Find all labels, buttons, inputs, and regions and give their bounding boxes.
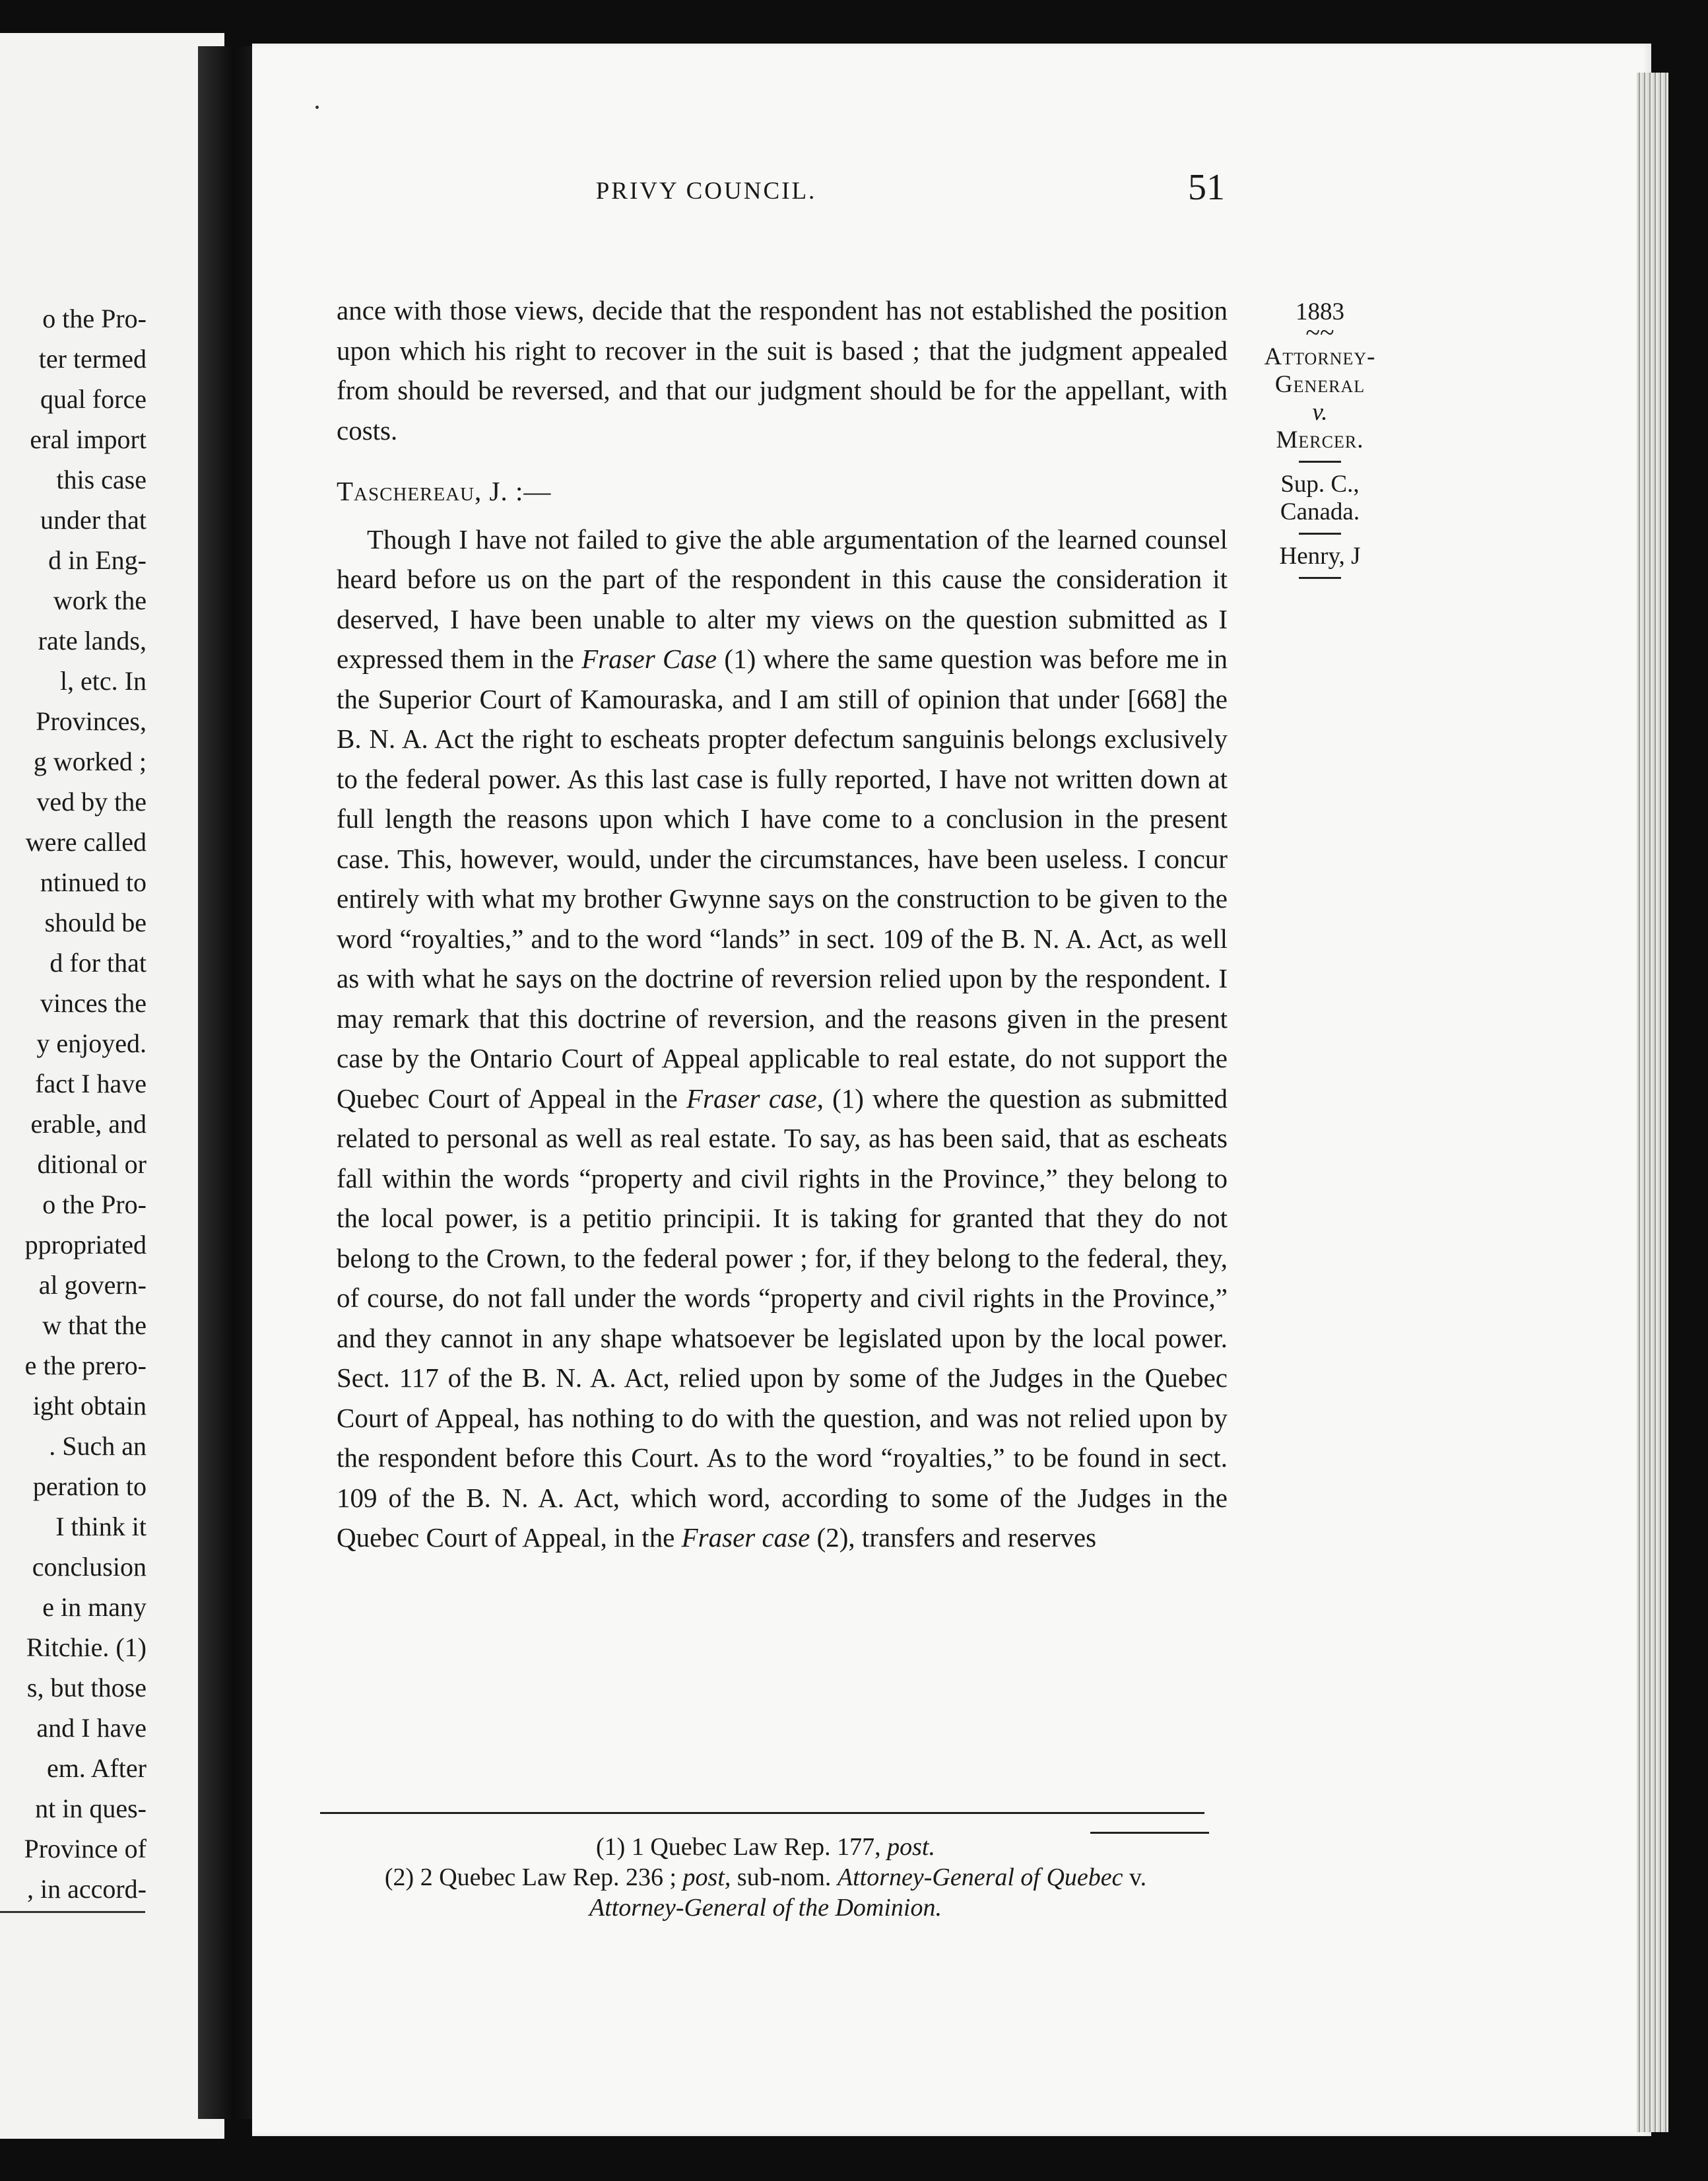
footnote-text: sub-nom. bbox=[731, 1863, 838, 1891]
running-head: PRIVY COUNCIL. bbox=[595, 178, 817, 205]
footnote-text: (1) 1 Quebec Law Rep. 177, bbox=[596, 1833, 888, 1861]
margin-court-line: Canada. bbox=[1280, 498, 1360, 525]
case-name: Fraser case bbox=[686, 1083, 817, 1114]
previous-page-line: Ritchie. (1) bbox=[26, 1632, 147, 1662]
page-number: 51 bbox=[1188, 167, 1225, 208]
previous-page-line: em. After bbox=[46, 1753, 147, 1783]
footnote-2-cont bbox=[310, 1893, 1221, 1923]
previous-page-line: e the prero- bbox=[24, 1351, 147, 1380]
previous-page-line: ditional or bbox=[37, 1149, 147, 1179]
previous-page-line: Provinces, bbox=[36, 706, 147, 736]
previous-page-line: ter termed bbox=[38, 344, 147, 374]
previous-page-line: Province of bbox=[24, 1834, 147, 1863]
margin-case-line: v. bbox=[1312, 399, 1328, 426]
previous-page-line: ntinued to bbox=[40, 867, 147, 897]
text-run: , (1) where the question as submitted related to personal as well as real estate. To say, as has been said, that as escheats fall within the words “property and civil rights in the Province,” they belong to the local power, is a petitio principii. It is taking for granted that they do not belong to the Crown, to the federal power ; for, if they belong to the federal, they, of course, do not fall under the words “property and civil rights in the Province,” and they cannot in any shape whatsoever be legislated upon by the local power. Sect. 117 of the B. N. A. Act, relied upon by some of the Judges in the Quebec Court of Appeal, has nothing to do with the question, and was not relied upon by the respondent before this Court. As to the word “royalties,” to be found in sect. 109 of the B. N. A. Act, which word, according to some of the Judges in the Quebec Court of Appeal, in the bbox=[337, 1083, 1228, 1553]
previous-page-line: were called bbox=[25, 827, 147, 857]
text-run: (1) where the same question was before me in the Superior Court of Kamouraska, and I am still of opinion that under [668] the B. N. A. Act the right to escheats propter defectum sanguinis belongs exclusively to the federal power. As this last case is fully reported, I have not written down at full length the reasons upon which I have come to a conclusion in the present case. This, however, would, under the circumstances, have been useless. I concur entirely with what my brother Gwynne says on the construction to be given to the word “royalties,” and to the word “lands” in sect. 109 of the B. N. A. Act, as well as with what he says on the doctrine of reversion relied upon by the respondent. I may remark that this doctrine of reversion, and the reasons given in the present case by the Ontario Court of Appeal applicable to real estate, do not support the Quebec Court of Appeal in the bbox=[337, 644, 1228, 1114]
previous-page-line: w that the bbox=[42, 1310, 147, 1340]
previous-page-footnote-rule bbox=[0, 1911, 145, 1913]
margin-court-line: Sup. C., bbox=[1280, 471, 1360, 498]
previous-page-line: fact I have bbox=[35, 1069, 147, 1098]
body-text bbox=[337, 290, 1228, 1558]
footnote-italic: post. bbox=[887, 1833, 935, 1861]
paragraph bbox=[337, 520, 1228, 1558]
previous-page-line: nt in ques- bbox=[35, 1794, 147, 1823]
text-run: (2), transfers and reserves bbox=[810, 1522, 1097, 1553]
margin-case-line: General bbox=[1274, 371, 1365, 398]
margin-case-line: Mercer. bbox=[1276, 426, 1364, 453]
footnote-text: (2) 2 Quebec Law Rep. 236 ; bbox=[384, 1863, 683, 1891]
margin-divider bbox=[1299, 533, 1341, 535]
margin-year: 1883 bbox=[1296, 298, 1344, 325]
book-gutter bbox=[198, 46, 257, 2119]
previous-page-line: I think it bbox=[55, 1512, 147, 1541]
previous-page-line: erable, and bbox=[30, 1109, 147, 1139]
previous-page-line: qual force bbox=[40, 384, 147, 414]
footnote-italic: post, bbox=[682, 1863, 731, 1891]
previous-page-line: this case bbox=[56, 465, 147, 494]
footnote-2 bbox=[310, 1862, 1221, 1893]
margin-tilde: ~~ bbox=[1305, 318, 1334, 347]
previous-page-line: g worked ; bbox=[33, 747, 147, 776]
margin-divider bbox=[1299, 577, 1341, 579]
previous-page-line: ppropriated bbox=[24, 1230, 147, 1259]
previous-page-line: should be bbox=[44, 908, 147, 937]
paragraph: ance with those views, decide that the respondent has not established the position upon which his right to recover in the suit is based ; that the judgment appealed from should be reversed, and that our judgment should be for the appellant, with costs. bbox=[337, 295, 1228, 446]
previous-page-line: peration to bbox=[32, 1471, 147, 1501]
previous-page-line: l, etc. In bbox=[59, 666, 147, 696]
footnote-1 bbox=[310, 1832, 1221, 1862]
footnote-rule bbox=[320, 1812, 1204, 1814]
previous-page-line: under that bbox=[40, 505, 147, 535]
margin-judge: Henry, J bbox=[1279, 543, 1361, 570]
case-name: Fraser Case bbox=[581, 644, 717, 674]
footnote-text: v. bbox=[1123, 1863, 1147, 1891]
previous-page-line: d in Eng- bbox=[48, 545, 147, 575]
previous-page-line: vinces the bbox=[40, 988, 147, 1018]
previous-page-line: , in accord- bbox=[26, 1874, 147, 1904]
case-name: Fraser case bbox=[681, 1522, 810, 1553]
previous-page-line: y enjoyed. bbox=[36, 1028, 147, 1058]
previous-page-line: e in many bbox=[42, 1592, 147, 1622]
previous-page-line: eral import bbox=[30, 424, 147, 454]
previous-page-line: ved by the bbox=[36, 787, 147, 817]
speaker-heading: Taschereau, J. :— bbox=[337, 476, 552, 506]
margin-case-line: Attorney- bbox=[1264, 343, 1376, 370]
margin-divider bbox=[1299, 461, 1341, 463]
previous-page-text bbox=[0, 298, 147, 1909]
previous-page-line: rate lands, bbox=[38, 626, 147, 655]
previous-page-line: al govern- bbox=[38, 1270, 147, 1300]
footnote-italic: Attorney-General of Quebec bbox=[837, 1863, 1123, 1891]
previous-page-line: s, but those bbox=[26, 1673, 147, 1702]
footnote-italic: Attorney-General of the Dominion. bbox=[589, 1894, 942, 1922]
previous-page-line: work the bbox=[53, 586, 147, 615]
text-run: Though I have not failed to give the able argumentation of the learned counsel heard before us on the part of the respondent in this cause the consideration it deserved, I have been unable to alter my views on the question submitted as I expressed them in the bbox=[337, 523, 1228, 674]
previous-page-line: . Such an bbox=[49, 1431, 147, 1461]
previous-page-line: o the Pro- bbox=[42, 304, 147, 333]
page-speck bbox=[315, 106, 319, 109]
previous-page-line: o the Pro- bbox=[42, 1190, 147, 1219]
previous-page-fragment bbox=[0, 33, 224, 2139]
page-edges bbox=[1637, 73, 1668, 2132]
previous-page-line: conclusion bbox=[32, 1552, 147, 1582]
margin-note bbox=[1251, 298, 1389, 587]
previous-page-line: ight obtain bbox=[32, 1391, 147, 1421]
previous-page-line: d for that bbox=[49, 948, 147, 978]
footnotes bbox=[310, 1832, 1221, 1923]
previous-page-line: and I have bbox=[36, 1713, 147, 1743]
